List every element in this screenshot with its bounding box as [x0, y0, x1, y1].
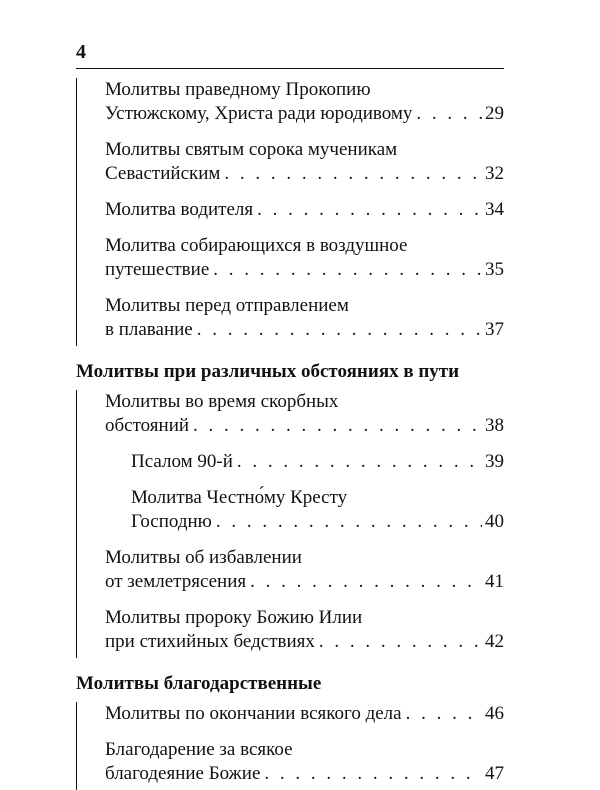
toc-entry-title-line: при стихийных бедствиях — [105, 631, 315, 652]
toc-entry-title-line: Молитва собирающихся в воздушное — [105, 235, 408, 256]
table-of-contents — [76, 78, 504, 790]
dot-leader — [209, 258, 482, 282]
toc-page-number: 41 — [485, 571, 504, 592]
toc-entry-title-line: Севастийским — [105, 163, 221, 184]
toc-page-number: 38 — [485, 415, 504, 436]
toc-subentry[interactable] — [105, 486, 504, 534]
section-heading[interactable]: Молитвы благодарственные — [76, 673, 322, 694]
toc-entry-title-line: Господню — [131, 511, 212, 532]
toc-section-body — [76, 702, 504, 790]
dot-leader — [189, 414, 482, 438]
dot-leader — [233, 450, 482, 474]
toc-page-number: 37 — [485, 319, 504, 340]
toc-subentry[interactable] — [105, 450, 504, 474]
toc-entry[interactable] — [105, 138, 504, 186]
toc-entry-title-line: путешествие — [105, 259, 210, 280]
toc-entry[interactable] — [105, 702, 504, 726]
toc-page-number: 42 — [485, 631, 504, 652]
toc-entry[interactable] — [105, 390, 504, 438]
dot-leader — [260, 762, 482, 786]
toc-page-number: 29 — [485, 103, 504, 124]
dot-leader — [412, 102, 482, 126]
toc-entry-title-line: Молитвы святым сорока мученикам — [105, 139, 398, 160]
toc-entry[interactable] — [105, 234, 504, 282]
toc-entry-title-line: Молитвы по окончании всякого дела — [105, 703, 402, 724]
toc-entry[interactable] — [105, 738, 504, 790]
toc-section — [76, 354, 504, 658]
dot-leader — [253, 198, 482, 222]
dot-leader — [402, 702, 482, 726]
toc-section-body — [76, 390, 504, 658]
section-heading[interactable]: Молитвы при различных обстояниях в пути — [76, 361, 460, 382]
toc-entry-title-line: Молитвы праведному Прокопию — [105, 79, 371, 100]
toc-section-continued — [76, 78, 504, 346]
dot-leader — [212, 510, 482, 534]
toc-page-number: 35 — [485, 259, 504, 280]
toc-entry-title-line: Устюжскому, Христа ради юродивому — [105, 103, 413, 124]
toc-entry-title-line: Молитвы об избавлении — [105, 547, 302, 568]
toc-entry-title-line: благодеяние Божие — [105, 763, 261, 784]
toc-entry-title-line: Молитва Честно́му Кресту — [131, 487, 348, 508]
toc-entry-title-line: Псалом 90-й — [131, 451, 233, 472]
toc-entry[interactable] — [105, 606, 504, 658]
toc-page-number: 32 — [485, 163, 504, 184]
toc-entry[interactable] — [105, 546, 504, 594]
page-number: 4 — [76, 41, 86, 63]
dot-leader — [246, 570, 482, 594]
toc-entry-title-line: Благодарение за всякое — [105, 739, 293, 760]
toc-page-number: 47 — [485, 763, 504, 784]
toc-entry-title-line: обстояний — [105, 415, 190, 436]
toc-entry-title-line: Молитва водителя — [105, 199, 254, 220]
toc-page-number: 34 — [485, 199, 504, 220]
toc-entry[interactable] — [105, 78, 504, 126]
toc-entry-title-line: Молитвы пророку Божию Илии — [105, 607, 363, 628]
dot-leader — [220, 162, 482, 186]
toc-section — [76, 666, 504, 790]
toc-entry-title-line: Молитвы перед отправлением — [105, 295, 349, 316]
header-rule — [76, 68, 504, 69]
dot-leader — [315, 630, 482, 654]
toc-section-body — [76, 78, 504, 346]
toc-page-number: 46 — [485, 703, 504, 724]
toc-entry-title-line: в плавание — [105, 319, 193, 340]
toc-entry-title-line: от землетрясения — [105, 571, 247, 592]
toc-page-number: 39 — [485, 451, 504, 472]
toc-entry[interactable] — [105, 294, 504, 346]
dot-leader — [193, 318, 482, 342]
toc-entry-title-line: Молитвы во время скорбных — [105, 391, 339, 412]
toc-entry[interactable] — [105, 198, 504, 222]
toc-page-number: 40 — [485, 511, 504, 532]
